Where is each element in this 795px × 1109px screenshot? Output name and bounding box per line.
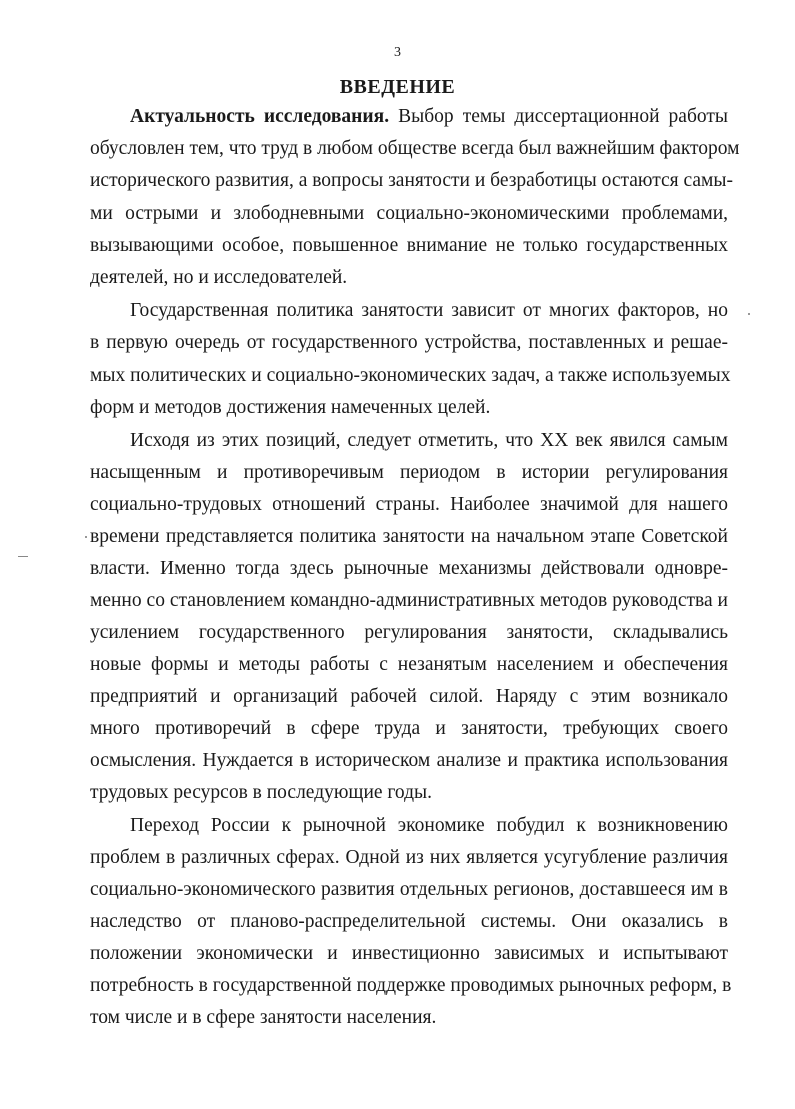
paragraph-line: наследство от планово-распределительной системы. Они оказались в bbox=[90, 911, 728, 932]
paragraph-line: положении экономически и инвестиционно зависимых и испытывают bbox=[90, 943, 728, 964]
paragraph-line: новые формы и методы работы с незанятым населением и обеспечения bbox=[90, 654, 728, 675]
paragraph-line: вызывающими особое, повышенное внимание не только государственных bbox=[90, 235, 728, 256]
paragraph-line: в первую очередь от государственного устройства, поставленных и решае- bbox=[90, 332, 728, 353]
paragraph-line: проблем в различных сферах. Одной из них является усугубление различия bbox=[90, 847, 728, 868]
page-title: ВВЕДЕНИЕ bbox=[339, 76, 456, 98]
paragraph-line: Переход России к рыночной экономике побудил к возникновению bbox=[130, 815, 728, 836]
paragraph-line: том числе и в сфере занятости населения. bbox=[90, 1007, 437, 1028]
paragraph-line: Исходя из этих позиций, следует отметить, что XX век явился самым bbox=[130, 430, 728, 451]
paragraph-line: потребность в государственной поддержке проводимых рыночных реформ, в bbox=[90, 975, 732, 996]
scan-speck bbox=[85, 536, 87, 538]
paragraph-line: социально-экономического развития отдельных регионов, доставшееся им в bbox=[90, 879, 728, 900]
paragraph-line: Государственная политика занятости зависит от многих факторов, но bbox=[130, 300, 728, 321]
paragraph-line: мых политических и социально-экономических задач, а также используемых bbox=[90, 365, 731, 386]
scan-margin-mark bbox=[18, 556, 28, 557]
paragraph-line: исторического развития, а вопросы занятости и безработицы остаются самы- bbox=[90, 170, 733, 191]
paragraph-line: менно со становлением командно-административных методов руководства и bbox=[90, 590, 728, 611]
paragraph-line: времени представляется политика занятости на начальном этапе Советской bbox=[90, 526, 728, 547]
paragraph-line: предприятий и организаций рабочей силой. Наряду с этим возникало bbox=[90, 686, 728, 707]
paragraph-line: форм и методов достижения намеченных целей. bbox=[90, 397, 491, 418]
paragraph-line: трудовых ресурсов в последующие годы. bbox=[90, 782, 433, 803]
lead-rest: Выбор темы диссертационной работы bbox=[389, 106, 728, 127]
paragraph-line: осмысления. Нуждается в историческом анализе и практика использования bbox=[90, 750, 728, 771]
paragraph-line: насыщенным и противоречивым периодом в истории регулирования bbox=[90, 462, 728, 483]
paragraph-line: деятелей, но и исследователей. bbox=[90, 267, 348, 288]
paragraph-line: усилением государственного регулирования занятости, складывались bbox=[90, 622, 728, 643]
page-number: 3 bbox=[394, 45, 401, 60]
paragraph-line: много противоречий в сфере труда и занятости, требующих своего bbox=[90, 718, 728, 739]
paragraph-line: власти. Именно тогда здесь рыночные механизмы действовали одновре- bbox=[90, 558, 728, 579]
paragraph-line: социально-трудовых отношений страны. Наиболее значимой для нашего bbox=[90, 494, 728, 515]
paragraph-line bbox=[130, 101, 728, 133]
scan-speck bbox=[748, 313, 750, 315]
paragraph-line: обусловлен тем, что труд в любом обществе всегда был важнейшим фактором bbox=[90, 138, 740, 159]
paragraph-line: ми острыми и злободневными социально-экономическими проблемами, bbox=[90, 203, 728, 224]
lead-phrase: Актуальность исследования. bbox=[130, 106, 390, 127]
